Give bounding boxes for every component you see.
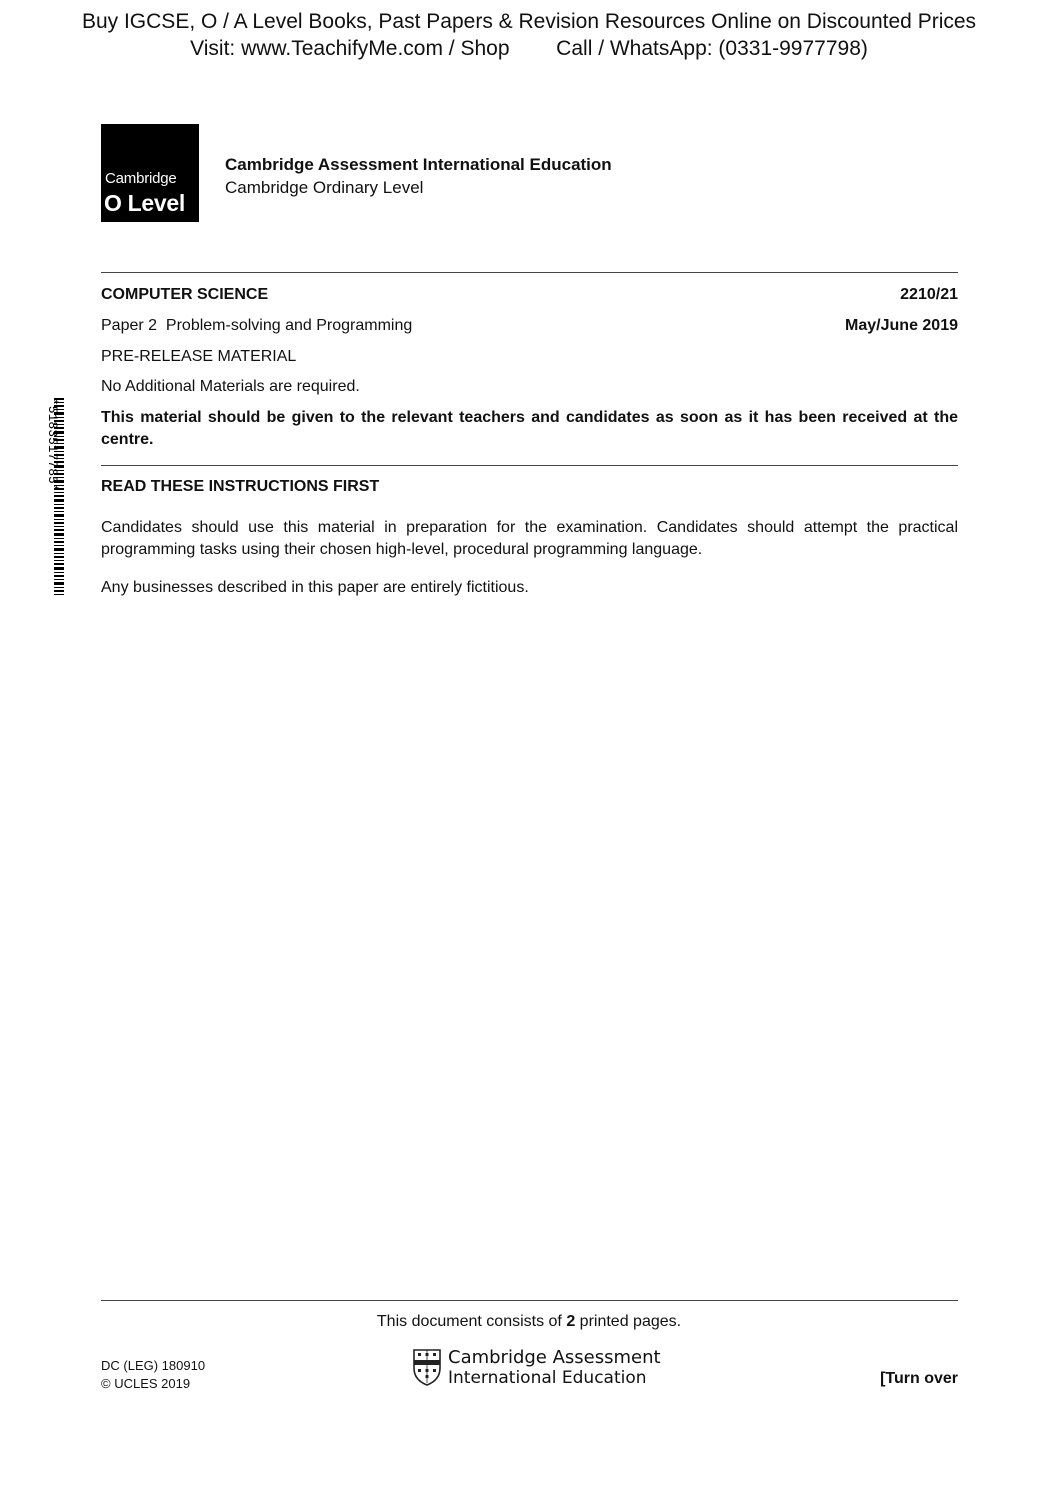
copyright-notice: © UCLES 2019	[101, 1376, 191, 1391]
exam-session: May/June 2019	[845, 317, 958, 334]
materials-note: No Additional Materials are required.	[101, 378, 360, 395]
candidate-barcode	[36, 398, 64, 598]
instructions-heading: READ THESE INSTRUCTIONS FIRST	[101, 478, 380, 495]
instructions-paragraph-1: Candidates should use this material in preparation for the examination. Candidates should attempt the practical programming tasks using their chosen high-level, procedural programming language.	[101, 519, 958, 558]
banner-line-1: Buy IGCSE, O / A Level Books, Past Papers & Revision Resources Online on Discounted Prices	[81, 10, 977, 33]
page-count-prefix: This document consists of	[376, 1313, 567, 1330]
organisation-block	[225, 154, 612, 200]
brand-line-1: Cambridge Assessment	[448, 1347, 661, 1368]
top-divider	[101, 272, 958, 273]
document-codes	[101, 1357, 205, 1393]
syllabus-code: 2210/21	[900, 286, 958, 303]
bottom-divider	[101, 1300, 958, 1301]
material-type: PRE-RELEASE MATERIAL	[101, 348, 297, 365]
page-count-suffix: printed pages.	[575, 1313, 682, 1330]
paper-row	[101, 317, 958, 335]
instructions-paragraph-2: Any businesses described in this paper are entirely fictitious.	[101, 579, 529, 596]
turn-over-label: [Turn over	[880, 1370, 958, 1387]
paper-title: Paper 2 Problem-solving and Programming	[101, 317, 413, 334]
subject-title: COMPUTER SCIENCE	[101, 286, 269, 303]
organisation-name: Cambridge Assessment International Education	[225, 155, 612, 174]
university-shield-icon	[412, 1348, 442, 1386]
logo-line-1: Cambridge	[105, 170, 177, 187]
logo-line-2: O Level	[104, 190, 185, 216]
brand-line-2: International Education	[448, 1368, 647, 1388]
cambridge-assessment-brand	[448, 1347, 661, 1388]
subject-row	[101, 286, 958, 304]
qualification-level: Cambridge Ordinary Level	[225, 178, 424, 197]
document-code: DC (LEG) 180910	[101, 1358, 206, 1373]
middle-divider	[101, 465, 958, 466]
cambridge-o-level-logo	[101, 124, 199, 222]
barcode-number: *5183517785*	[45, 398, 60, 492]
page-count-number: 2	[566, 1313, 576, 1330]
page-count-note	[0, 1313, 1058, 1331]
banner-line-2: Visit: www.TeachifyMe.com / Shop Call / WhatsApp: (0331-9977798)	[190, 37, 868, 60]
centre-notice: This material should be given to the relevant teachers and candidates as soon as it has been received at the centre.	[101, 409, 958, 448]
promo-banner	[0, 8, 1058, 62]
